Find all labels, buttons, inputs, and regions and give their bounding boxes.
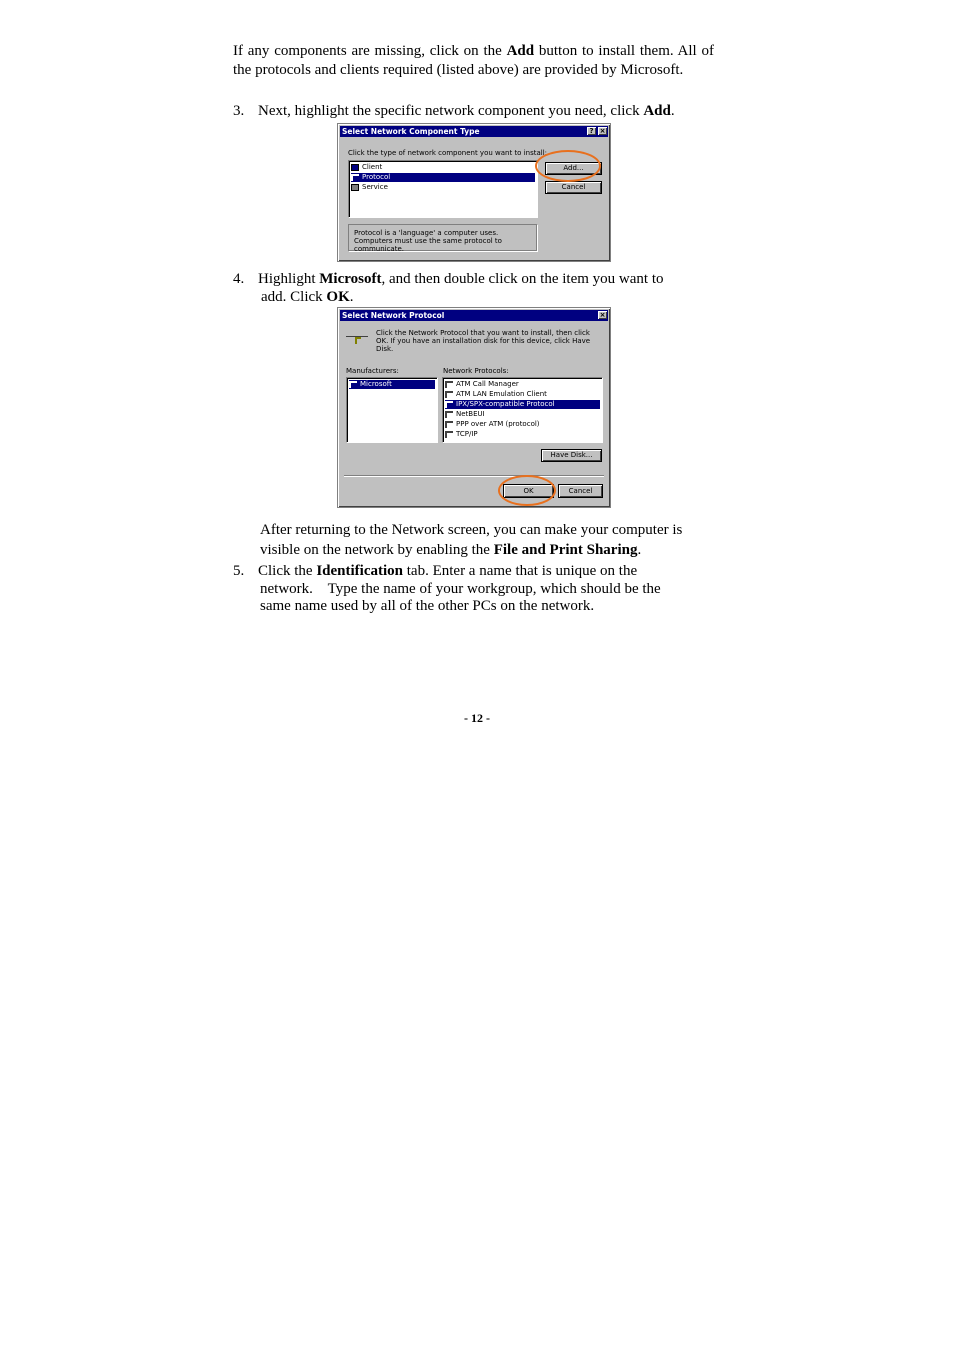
dialog1-prompt: Click the type of network component you want to install: xyxy=(348,149,548,157)
highlight-circle-add xyxy=(535,150,601,182)
list-item-ppp-over-atm[interactable] xyxy=(445,420,600,429)
list-item-label: TCP/IP xyxy=(456,430,478,438)
step-5-line-2: network. Type the name of your workgroup, which should be the xyxy=(260,581,661,597)
list-item-label: Client xyxy=(362,163,383,171)
after-returning-line-2 xyxy=(260,541,730,560)
step-4-text: Highlight xyxy=(258,271,320,287)
step-3-number: 3. xyxy=(233,103,245,119)
step-3-period: . xyxy=(670,103,675,119)
intro-bold-add: Add xyxy=(506,43,535,59)
step-3-text xyxy=(258,102,718,121)
step-5-number: 5. xyxy=(233,563,245,579)
close-icon[interactable]: × xyxy=(599,311,606,319)
component-description: Protocol is a 'language' a computer uses. Computers must use the same protocol to communicate. xyxy=(354,229,502,253)
component-type-list[interactable] xyxy=(348,160,538,218)
page-number: - 12 - xyxy=(464,711,490,725)
select-network-protocol-dialog xyxy=(337,307,611,508)
dialog2-title: Select Network Protocol xyxy=(342,311,445,320)
protocol-icon xyxy=(445,381,453,388)
dialog1-titlebar xyxy=(340,126,608,137)
list-item-protocol[interactable] xyxy=(351,173,535,182)
protocol-icon xyxy=(349,381,357,388)
dialog2-titlebar xyxy=(340,310,608,321)
close-icon[interactable]: × xyxy=(599,127,606,135)
after-returning-line-1: After returning to the Network screen, you can make your computer is xyxy=(260,522,683,538)
dialog2-prompt: Click the Network Protocol that you want to install, then click OK. If you have an installation disk for this device, click Have Disk. xyxy=(376,329,591,353)
service-icon xyxy=(351,184,359,191)
protocol-icon xyxy=(351,174,359,181)
description-box xyxy=(348,224,537,251)
step-4-number: 4. xyxy=(233,271,245,287)
file-and-print-sharing: File and Print Sharing xyxy=(493,542,638,558)
ok-button[interactable]: OK xyxy=(503,484,554,498)
protocol-icon xyxy=(445,421,453,428)
list-item-atm-call-manager[interactable] xyxy=(445,380,600,389)
help-icon[interactable]: ? xyxy=(587,127,596,135)
step-4-text-end: , and then double click on the item you want to xyxy=(381,271,664,287)
list-item-label: Microsoft xyxy=(360,380,392,388)
list-item-label: IPX/SPX-compatible Protocol xyxy=(456,400,555,408)
have-disk-button[interactable]: Have Disk... xyxy=(541,449,602,462)
step-4-line-1 xyxy=(258,270,718,289)
protocol-icon xyxy=(445,401,453,408)
protocol-icon xyxy=(445,431,453,438)
client-icon xyxy=(351,164,359,171)
identification-tab-bold: Identification xyxy=(316,563,403,579)
step-4-bold-microsoft: Microsoft xyxy=(319,271,382,287)
dialog1-title: Select Network Component Type xyxy=(342,127,480,136)
after-returning-text: visible on the network by enabling the xyxy=(260,542,494,558)
protocol-icon xyxy=(445,391,453,398)
add-button[interactable]: Add... xyxy=(545,162,602,175)
cancel-button[interactable]: Cancel xyxy=(558,484,603,498)
list-item-service[interactable] xyxy=(351,183,535,192)
step-4-period: . xyxy=(349,289,354,305)
protocol-icon xyxy=(445,411,453,418)
list-item-client[interactable] xyxy=(351,163,535,172)
step-5-line-3: same name used by all of the other PCs on the network. xyxy=(260,598,595,614)
list-item-netbeui[interactable] xyxy=(445,410,600,419)
list-item-atm-lan-emulation[interactable] xyxy=(445,390,600,399)
highlight-circle-ok xyxy=(498,475,556,506)
list-item-label: Protocol xyxy=(362,173,391,181)
list-item-label: PPP over ATM (protocol) xyxy=(456,420,540,428)
list-item-label: ATM LAN Emulation Client xyxy=(456,390,547,398)
step-4-bold-ok: OK xyxy=(326,289,350,305)
network-protocol-icon xyxy=(346,330,368,346)
step-4-text-2: add. Click xyxy=(261,289,327,305)
after-returning-period: . xyxy=(637,542,642,558)
manufacturers-list[interactable] xyxy=(346,377,438,443)
step-4-line-2 xyxy=(261,288,721,307)
network-protocols-label: Network Protocols: xyxy=(443,367,509,375)
list-item-label: NetBEUI xyxy=(456,410,485,418)
step-5-text-end: tab. Enter a name that is unique on the xyxy=(403,563,638,579)
step-5-text: Click the xyxy=(258,563,317,579)
cancel-button[interactable]: Cancel xyxy=(545,181,602,194)
intro-text-end: button to install them. All of the protocols and clients required (listed above) are provided by Microsoft. xyxy=(233,43,714,78)
list-item-tcpip[interactable] xyxy=(445,430,600,439)
dialog2-divider xyxy=(344,475,604,476)
select-network-component-dialog xyxy=(337,123,611,262)
list-item-label: ATM Call Manager xyxy=(456,380,519,388)
list-item-microsoft[interactable] xyxy=(349,380,435,389)
step-3-body: Next, highlight the specific network component you need, click xyxy=(258,103,644,119)
step-5-line-1 xyxy=(258,562,728,581)
intro-text: If any components are missing, click on the xyxy=(233,43,507,59)
list-item-ipx-spx[interactable] xyxy=(445,400,600,409)
list-item-label: Service xyxy=(362,183,388,191)
intro-paragraph xyxy=(233,42,714,80)
step-3-bold-add: Add xyxy=(643,103,671,119)
network-protocols-list[interactable] xyxy=(442,377,603,443)
manufacturers-label: Manufacturers: xyxy=(346,367,399,375)
